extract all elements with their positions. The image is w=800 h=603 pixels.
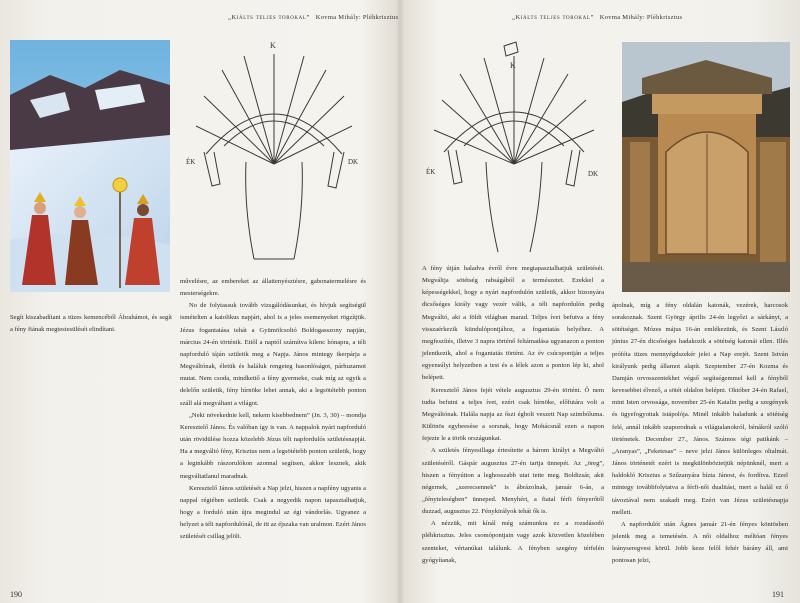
right-first-column [422,263,604,567]
three-kings-photo-image [10,40,170,292]
left-col1-paragraph: Segít kiszabadítani a tüzes kemencéből Ábrahámot, és segít a fény fiának megtestesülését elindítani. [10,314,172,334]
fig-label-dk: DK [348,158,359,166]
sundial-drawing-2 [424,34,604,256]
left-col2-paragraph-1: művelésre, az embereket az állattenyésztésre, gabonatermelésre és mesterségekre. [180,278,366,298]
left-running-header [228,14,398,21]
right-header-author: Kovma Mihály: Pléhkrisztus [599,14,683,21]
right-col1-paragraph-4: A nézzük, mit kínál még számunkra ez a rozsdásodó pléhkrisztus. Jeles csomópontjain vagy azok közvetlen közelében szenteket, vértanúkat találunk. A fényben szegény térfelén gyógyítanak, [422,520,604,564]
carved-gate-photo [622,42,790,292]
fig2-label-ek: ÉK [426,168,436,176]
right-col2-paragraph-2: A napfordulót után Ágnes január 21-én fényes köntösben jelenik meg a temetésén. A női oldalhoz méltóan fényes leányseregvesi körül. Jobb keze felől fehér bárány áll, ami pontosan jelzi, [612,520,788,565]
left-caption-column [10,312,172,336]
fig2-label-dk: DK [588,170,599,178]
left-header-title: „Kiálts teljes torokal” [228,14,310,21]
left-header-author: Kovma Mihály: Pléhkrisztus [315,14,399,21]
right-col2-paragraph-1: ápolnak, míg a fény oldalán katonák, vezérek, harcosok sorakoznak. Szent György április 24-én legyőzi a sárkányt, a sötétséget. Mózes május 16-án emlékezünk, és Szent László június 27-én dicsőséges hadakozik a sötétség katonái ellen. Illés próféta tüzes mennyégdszekér jelei a Nap erejét. Szent István királyunk pedig államot alapít. Szeptember 27-én Kozma és Damján orvosszentekhet végső segítségemmel kell a fényből kevesebbet élvező, a sötét oldalon belépni. Október 24-én Rafael, mint Isten orvossága, november 25-én Katalin pedig a szegények és ügyefogyottak istápolója. Minél inkább haladunk a sötétség felé, annál inkább szaporodnak a világtalanokról, bénákról szóló történetek. December 27., János. Számos tégi patikánk – „Aranyas”, „Feketesas” – neve jelzi János különleges oltalmát. János történetét ezért is megkülönböztetjük népünknél, mert a haldokló Krisztus a Szűzanyára bízta Jánost, és fordítva. Ezzel mintegy továbbfolytatva a férfi-női dualitást, mert a halál ez ő távoztával nem szakadt meg. Ezért van Jézus születésnapja mellett. [612,302,788,516]
right-col1-paragraph-2: Keresztelő János fejét vétele augusztus 29-én történt. Ő nem tudta befutni a teljes ívet, ezért csak hírnöke, előfutára volt a Megváltónak. Halála napja az őszi égbolt veszett Nap szimbóluma. Különös egybeesése a sorsnak, hogy Mohácsnál ezen a napon fejezte le a török országunkat. [422,386,604,443]
right-page-number: 191 [772,590,784,599]
left-main-column [180,276,366,543]
fig2-label-k: K [510,61,516,70]
fig-label-ek: ÉK [186,158,196,166]
left-page-number: 190 [10,590,22,599]
right-col1-paragraph-3: A születés fényesillaga értesítette a három királyt a Megváltó születéséről. Gáspár augusztus 27-én tartja ünnepét. Az „öreg”, hiszen a fényútton a leghosszabb utat tette meg. Boldizsár, akit négernek, „szerecsennek” is ábrázolnak, január 6-án, a „fényteleségben” ünneped. Menyhért, a fiatal férfi fényerőtől duzzad, augusztus 22. Fénykirályok tehát ők is. [422,447,604,516]
right-sundial-figure [424,34,604,256]
left-col2-paragraph-2: No de folytassuk tovább vizsgálódásunkat, és hívjuk segítségül ismételten a katolikus napjárt, ahol is a jeles esemenyeket rögzítjük. Jézus fogantatása tehát a Gyümölcsoltó Boldogasszony napján, március 24-én történik. Ettől a naptól számítva kilenc hónapra, a téli napforduló táján születik meg a Napja. János mintegy ikerpárja a Megváltónak, életük és haláluk rengeteg hasonlóságot, párhuzamot mutat. Nem csoda, mindkettő a fény gyermeke, csak míg az egyik a delelőn születik, fény hírnöke lehet annak, aki a legsötétebb ponton száll alá megváltani a világot. [180,302,366,407]
left-col2-paragraph-3: „Neki növekednie kell, nekem kisebbednem” (Jn. 3, 30) – mondja Keresztelő János. És valóban így is van. A nappalok nyári napforduló után rövidülése hozza közelebb Jézus téli napfordulós születésnapját. Ha a megváltó fény, Krisztus nem a legsötétebb ponton születik, hogy a leginkább rászorulókon azonnal segítsen, akkor lesznek, akik megváltatlanul maradnak. [180,411,366,480]
fig-label-k: K [270,41,276,50]
left-col2-paragraph-4: Keresztelő János születését a Nap jelzi, hiszen a napfény ugyanis a nappal régiében születik. Csak a negyedik napon tapasztalhatjuk, hogy a forduló után újra megindul az égi vándorlás. Ugyanez a helyzet a téli napfordulónál, de itt az éjszaka van uralmon. Ezért János születését csillag jelöli. [180,484,366,541]
sundial-drawing [184,34,364,262]
right-second-column [612,300,788,567]
carved-gate-photo-image [622,42,790,292]
right-running-header [512,14,682,21]
three-kings-photo [10,40,170,292]
right-header-title: „Kiálts teljes torokal” [512,14,594,21]
right-col1-paragraph-1: A fény útján haladva évről évre megtapasztalhatjuk születését. Megváltja sötétség rabságából a természetet. Ezekkel a képességekkel, hogy a nyári napfordulón születik, akkor bizonyára dicsőséges király vagy vezér válik, a téli napfordulón pedig Megváltó, aki a földi világban marad. Teljes ívet befutva a fény visszaérkezik kiindulópontjához, a fogantatás helyéhez. A megfeszítés, illetve 3 napra történő feltámadása ugyanazon a ponton jelentkezik, ahol a fogantatás történt. Az év csúcspontján a teljes egyensúlyi helyzetben a test és a lélek azon a ponton lép ki, ahol belépett. [422,265,604,382]
left-sundial-figure [184,34,364,262]
